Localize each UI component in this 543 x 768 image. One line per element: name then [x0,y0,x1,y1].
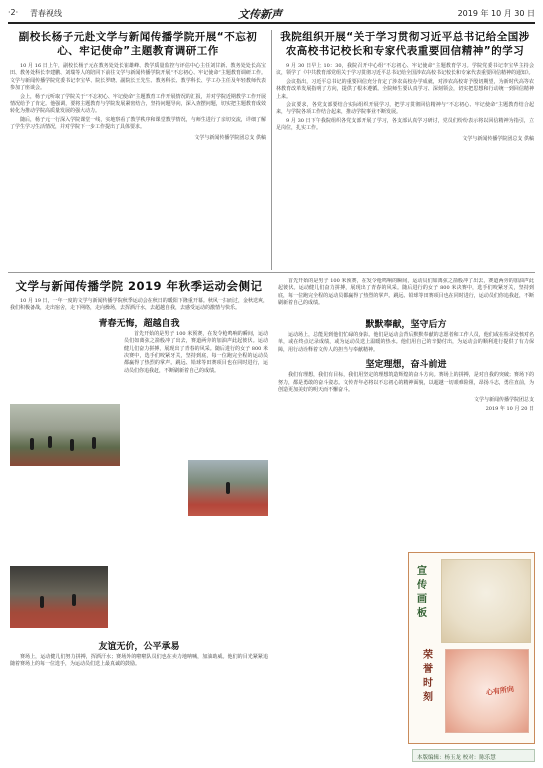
section-divider [8,272,535,273]
paragraph: 9 月 30 日下午我院组织各党支部开展了学习，各支部认真学习研讨，党员们纷纷表示将以回信精神为指引，立足岗位，扎实工作。 [276,117,534,132]
article-title: 文学与新闻传播学院 2019 年秋季运动会侧记 [15,279,263,293]
section-body: 首先开始的是男子 100 米预赛，在发令枪鸣响的瞬间，运动员们如离弦之箭般冲了出去，赛道两旁的加油声此起彼伏。运动健儿们奋力拼搏，展现出了青春的风采。随后进行的女子 800 米决赛中，选手们咬紧牙关，坚持到底，每一位跑完全程的运动员都赢得了热烈的掌声。跳远、铅球等田赛项目也在同时进行，运动员们你追我赶，不断刷新着自己的成绩。 [124,330,268,374]
article-body [276,63,534,133]
section-body: 我们有理想，我们有目标，我们用坚定的理想筑造辉煌的奋斗方向。赛场上的拼搏，是对自我的突破；赛场下的努力，都是勇敢的奋斗姿态。文传青年必将以不忘初心的精神面貌，以超越一切艰难险阻，昂扬斗志，勇往直前，为创造更加美好的明天而不懈奋斗。 [278,372,534,394]
article-vice-president-research [10,30,266,141]
editor-credit: 本版编辑：杨玉龙 校对：陈乐慧 [412,749,535,762]
seal-caption: 心有所向 [485,684,515,697]
paragraph: 10 月 16 日上午，副校长杨子元在教务处处长崔雄峰、教学质量监控与评估中心主任刘甘新、教务处处长高宝田、教务处科长李建鹏、刘瑞等人的陪同下前往文学与新闻传播学院开展“不忘初心、牢记使命”主题教育调研工作。文学与新闻传播学院党委书记李宝华、院长罗晓、副院长王先生、教务科长、教学科长、学工办主任及年轻教师代表参加了座谈会。 [10,63,266,92]
column-divider [271,30,272,270]
section-body: 赛场上，运动健儿们努力拼搏，挥洒汗水；赛场外的啦啦队员们也在卖力地呐喊，加油助威。他们的目光紧紧追随着赛场上的每一位选手，为运动员们送上最真诚的鼓励。 [10,654,268,668]
article-title: 副校长杨子元赴文学与新闻传播学院开展“不忘初心、牢记使命”主题教育调研工作 [18,31,258,57]
paragraph: 9 月 30 日早上 10：30，我院召开中心组“不忘初心、牢记使命”主题教育学习。学院党委书记李宝华主持会议，领学了《中共教育部党组关于学习贯彻习近平总书记给全国涉农高校书记校长和专家代表重要回信精神的通知》。 [276,63,534,77]
article-date: 2019 年 10 月 20 日 [485,406,534,413]
masthead: 文传新声 [238,8,282,21]
section-heading: 坚定理想，奋斗前进 [365,360,447,371]
art-painting [441,559,531,643]
photo-relay-race [10,566,108,628]
photo-sprint-race [10,404,120,466]
article-body [10,63,266,132]
honor-seal-art [445,649,529,733]
article-title: 我院组织开展“关于学习贯彻习近平总书记给全国涉农高校书记校长和专家代表重要回信精神”的学习 [280,31,530,57]
section-heading: 青春无悔，超越自我 [98,318,180,329]
article-intro: 10 月 19 日，一年一度的文学与新闻传播学院秋季运动会在秋日的暖阳下隆重开幕。秋风一扫而过，金秋送爽，我们积极备战，走出宿舍，走下网络，走向操场，去挥洒汗水，去超越自我，去感受运动的激情与快乐。 [10,298,268,312]
photo-track-run [188,460,268,516]
section-friendship [10,636,268,669]
article-study-reply-spirit [276,30,534,142]
page-header [8,6,535,24]
paragraph: 会上，杨子元听取了学院关于“不忘初心、牢记使命”主题教育工作开展情况的汇报，并对学院近期教学工作开展情况给予了肯定。他强调，要将主题教育与学院发展紧密结合，坚持问题导向，深入查摆问题，切实把主题教育成效转化为推动学院高质量发展的强大动力。 [10,93,266,115]
honor-title: 荣誉时刻 [423,650,433,703]
page-number: ·2· [8,8,19,17]
continued-text: 首先开始的是男子 100 米预赛，在发令枪鸣响的瞬间，运动员们如离弦之箭般冲了出去，赛道两旁的加油声此起彼伏。运动健儿们奋力拼搏，展现出了青春的风采。随后进行的女子 800 米决赛中，选手们咬紧牙关，坚持到底，每一位跑完全程的运动员都赢得了热烈的掌声。跳远、铅球等田赛项目也在同时进行，运动员们你追我赶，不断刷新着自己的成绩。 [278,278,534,307]
article-byline: 文学与新闻传播学院团总支 供稿 [462,135,534,142]
section-body: 运动场上，总能见到他们忙碌的身影。他们是运动会背后默默奉献的志愿者和工作人员，他们或在检录处核对名单，或在终点记录成绩，或为运动员送上温暖的热水。他们用自己的辛勤付出，为运动会的顺利进行提供了有力保障，用行动诠释着文传人的担当与奉献精神。 [278,332,534,353]
art-board-title: 宣传画板 [417,566,427,619]
section-heading: 默默奉献，坚守后方 [365,320,447,330]
paragraph: 随后，杨子元一行深入学院课堂一线，实地察看了教学秩序和课堂教学情况，与师生进行了亲切交流，详细了解了学生学习生活情况，并对学院下一步工作提出了具体要求。 [10,116,266,131]
art-board [408,552,535,744]
paragraph: 会议要求，各党支部要结合实际组织开展学习，把学习贯彻回信精神与“不忘初心、牢记使命”主题教育结合起来，与学院各项工作结合起来，推动学院事业不断发展。 [276,102,534,116]
paragraph: 会议指出，习近平总书记的重要回信充分肯定了涉农高校办学成就，对涉农高校寄予殷切期望，为新时代高等农林教育改革发展指明了方向，提供了根本遵循。全院师生要认真学习、深刻领会，切实把思想和行动统一到回信精神上来。 [276,78,534,100]
article-sports-meet [10,278,268,391]
article-byline: 文学与新闻传播学院团总支 [473,397,534,404]
section-heading: 友谊无价，公平承易 [98,642,180,652]
column-name: 青春视线 [30,9,62,18]
issue-date: 2019 年 10 月 30 日 [457,9,535,18]
sports-meet-continued [278,278,534,412]
article-byline: 文学与新闻传播学院团总支 供稿 [194,134,266,141]
